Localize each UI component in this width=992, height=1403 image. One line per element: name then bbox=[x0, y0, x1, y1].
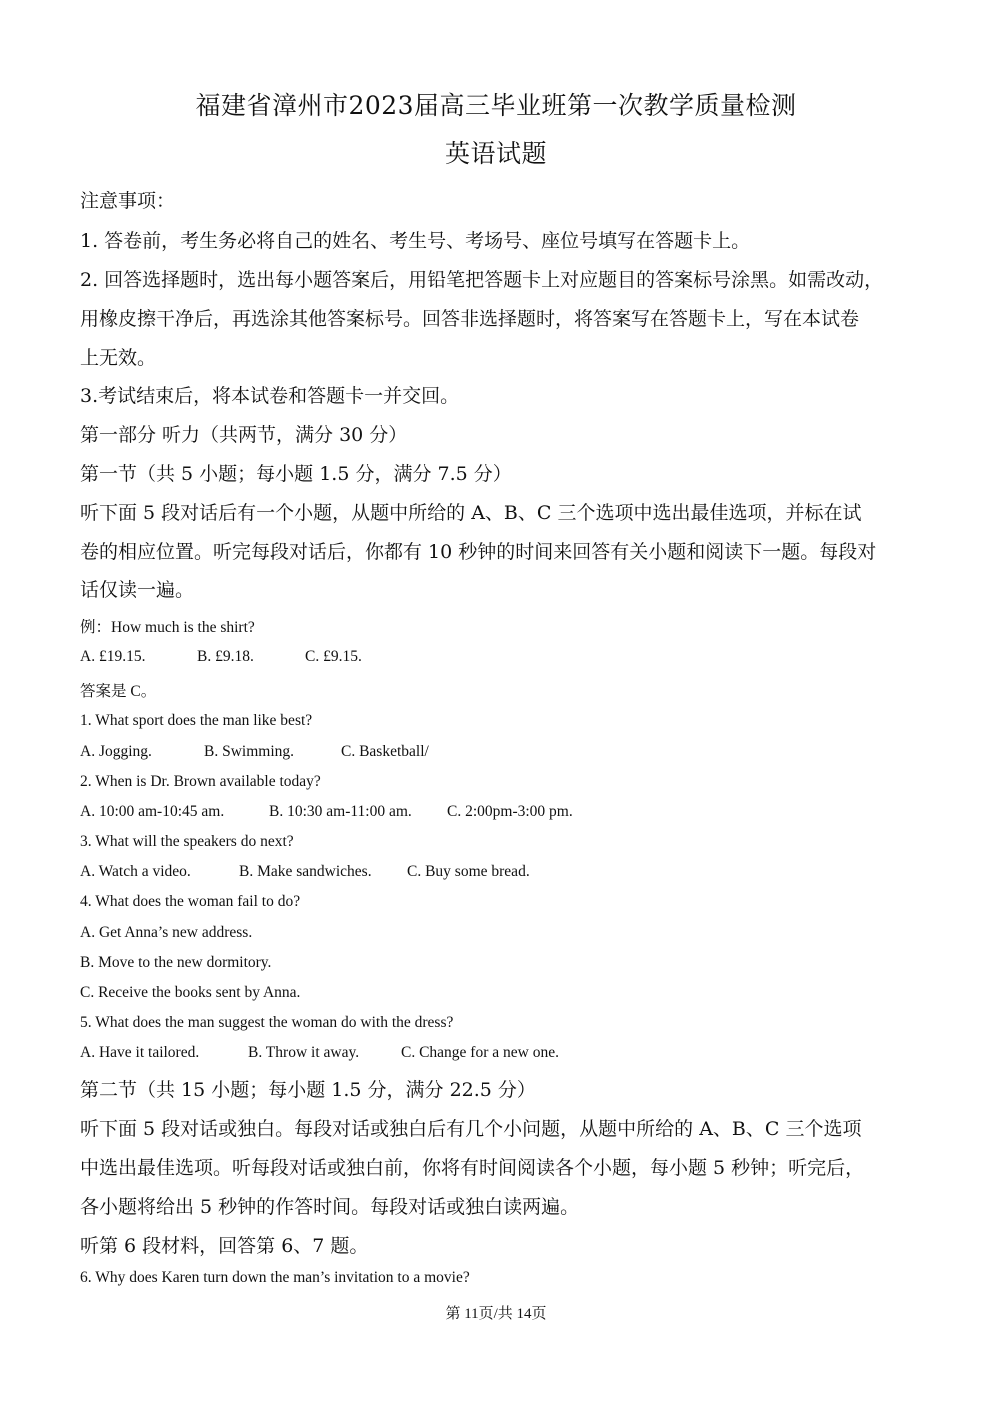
section1-instruction-line-3: 话仅读一遍。 bbox=[80, 579, 195, 601]
section2-instruction-line-1: 听下面 5 段对话或独白。每段对话或独白后有几个小问题，从题中所给的 A、B、C 三个选项 bbox=[80, 1118, 862, 1140]
example-options bbox=[80, 648, 362, 666]
q1-option-a: A. Jogging. bbox=[80, 743, 152, 760]
q3-option-b: B. Make sandwiches. bbox=[239, 863, 372, 880]
question-1: 1. What sport does the man like best? bbox=[80, 712, 313, 729]
example-option-c: C. £9.15. bbox=[305, 648, 362, 665]
question-4: 4. What does the woman fail to do? bbox=[80, 893, 301, 910]
q2-option-a: A. 10:00 am-10:45 am. bbox=[80, 803, 225, 820]
material-6-heading: 听第 6 段材料，回答第 6、7 题。 bbox=[80, 1235, 369, 1257]
example-option-a: A. £19.15. bbox=[80, 648, 146, 665]
q5-option-b: B. Throw it away. bbox=[248, 1044, 360, 1061]
q1-option-b: B. Swimming. bbox=[204, 743, 295, 760]
notice-item-2-line-1: 2. 回答选择题时，选出每小题答案后，用铅笔把答题卡上对应题目的答案标号涂黑。如需改动， bbox=[80, 269, 884, 291]
page-footer: 第 11页/共 14页 bbox=[445, 1306, 547, 1322]
section2-instruction-line-3: 各小题将给出 5 秒钟的作答时间。每段对话或独白读两遍。 bbox=[80, 1196, 580, 1218]
question-3-options bbox=[80, 863, 530, 881]
question-2: 2. When is Dr. Brown available today? bbox=[80, 773, 321, 790]
q5-option-a: A. Have it tailored. bbox=[80, 1044, 200, 1061]
example-option-b: B. £9.18. bbox=[197, 648, 254, 665]
notice-item-1: 1. 答卷前，考生务必将自己的姓名、考生号、考场号、座位号填写在答题卡上。 bbox=[80, 230, 751, 252]
question-6: 6. Why does Karen turn down the man’s invitation to a movie? bbox=[80, 1269, 470, 1286]
q1-option-c: C. Basketball/ bbox=[341, 743, 429, 760]
notice-item-3: 3.考试结束后，将本试卷和答题卡一并交回。 bbox=[80, 385, 460, 407]
notice-item-2-line-2: 用橡皮擦干净后，再选涂其他答案标号。回答非选择题时，将答案写在答题卡上，写在本试卷 bbox=[80, 308, 860, 330]
section2-heading: 第二节（共 15 小题；每小题 1.5 分，满分 22.5 分） bbox=[80, 1079, 536, 1101]
question-5-options bbox=[80, 1044, 559, 1062]
example-answer: 答案是 C。 bbox=[80, 683, 157, 700]
question-1-options bbox=[80, 743, 429, 761]
section2-instruction-line-2: 中选出最佳选项。听每段对话或独白前，你将有时间阅读各个小题，每小题 5 秒钟；听完后， bbox=[80, 1157, 865, 1179]
section1-instruction-line-1: 听下面 5 段对话后有一个小题，从题中所给的 A、B、C 三个选项中选出最佳选项，并标在试 bbox=[80, 502, 862, 524]
exam-subtitle: 英语试题 bbox=[444, 139, 547, 168]
section1-heading: 第一节（共 5 小题；每小题 1.5 分，满分 7.5 分） bbox=[80, 463, 512, 485]
q4-option-a: A. Get Anna’s new address. bbox=[80, 924, 253, 941]
example-question: 例：How much is the shirt? bbox=[80, 619, 255, 636]
section1-instruction-line-2: 卷的相应位置。听完每段对话后，你都有 10 秒钟的时间来回答有关小题和阅读下一题。每段对 bbox=[80, 541, 877, 563]
question-3: 3. What will the speakers do next? bbox=[80, 833, 294, 850]
notice-heading: 注意事项： bbox=[80, 190, 176, 212]
question-2-options bbox=[80, 803, 573, 821]
notice-item-2-line-3: 上无效。 bbox=[80, 347, 157, 369]
q2-option-b: B. 10:30 am-11:00 am. bbox=[269, 803, 412, 820]
part1-heading: 第一部分 听力（共两节，满分 30 分） bbox=[80, 424, 408, 446]
question-5: 5. What does the man suggest the woman do with the dress? bbox=[80, 1014, 454, 1031]
q4-option-b: B. Move to the new dormitory. bbox=[80, 954, 272, 971]
q3-option-a: A. Watch a video. bbox=[80, 863, 191, 880]
q5-option-c: C. Change for a new one. bbox=[401, 1044, 559, 1061]
exam-title: 福建省漳州市2023届高三毕业班第一次教学质量检测 bbox=[195, 91, 797, 120]
q2-option-c: C. 2:00pm-3:00 pm. bbox=[447, 803, 573, 820]
q3-option-c: C. Buy some bread. bbox=[407, 863, 530, 880]
q4-option-c: C. Receive the books sent by Anna. bbox=[80, 984, 301, 1001]
